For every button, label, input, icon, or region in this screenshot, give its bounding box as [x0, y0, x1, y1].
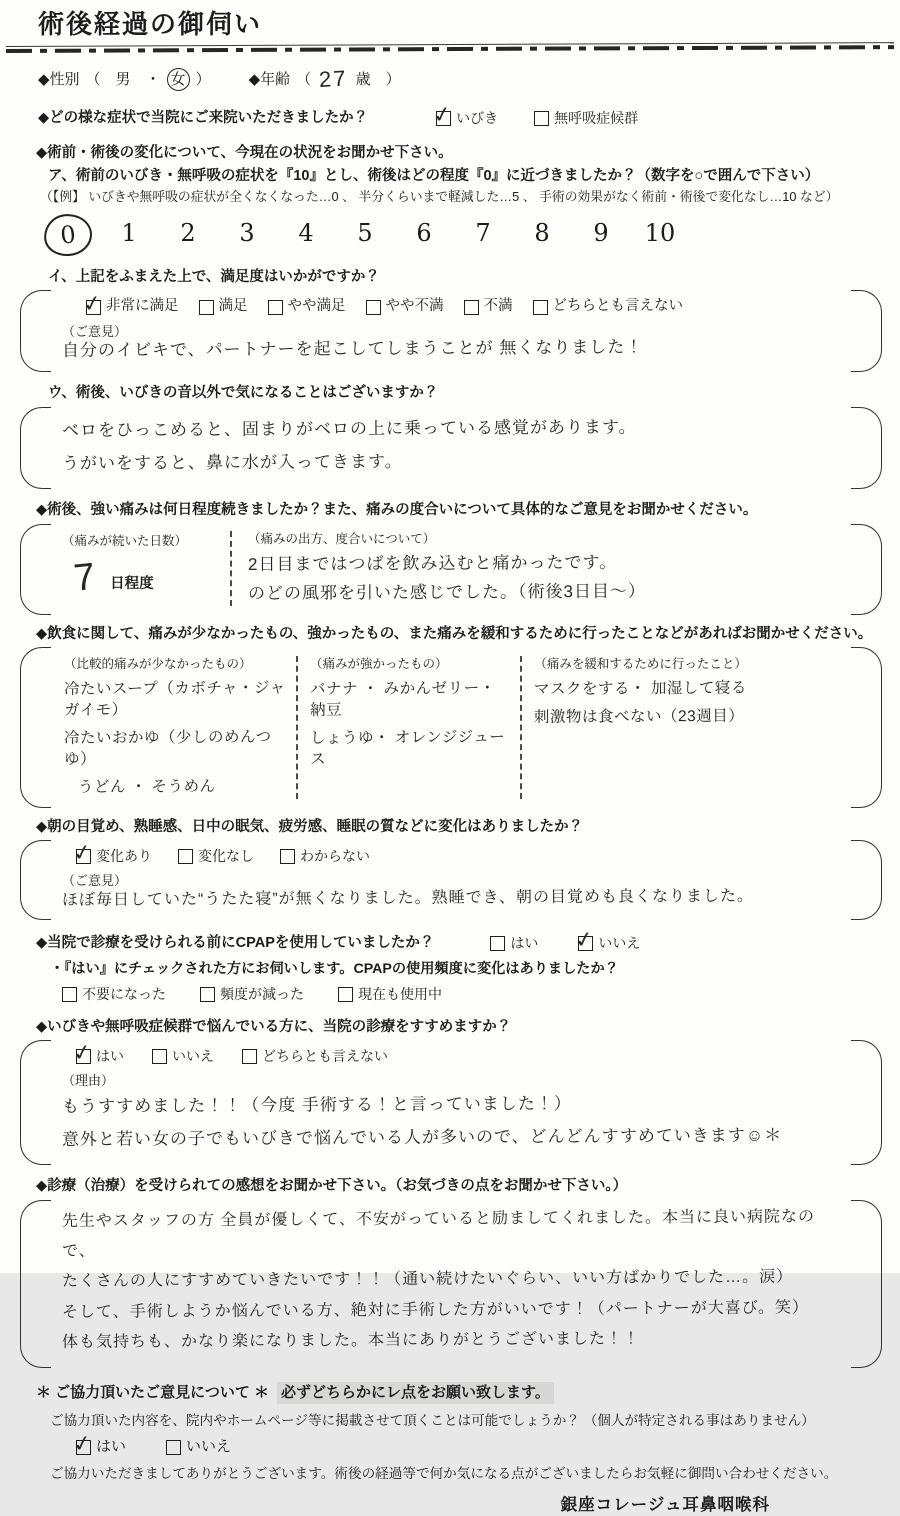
checkbox-icon: [534, 111, 549, 126]
check-mark-icon: ✓: [431, 100, 454, 129]
age-label: ◆年齢: [248, 70, 291, 88]
checkbox-publish-yes: [70, 1429, 127, 1458]
other-concerns-box: [20, 407, 882, 489]
food-line-handwritten: 冷たいスープ（カボチャ・ジャガイモ）: [63, 679, 286, 719]
checkbox-label: 不要になった: [82, 985, 166, 1002]
comment-label: （ご意見）: [62, 323, 128, 339]
checkbox-symptom-ibiki: [431, 100, 499, 129]
checkbox-icon: [490, 936, 505, 951]
pain-days-value-handwritten: 7: [71, 555, 99, 600]
checkbox-no-longer-needed: [62, 985, 166, 1004]
checkbox-satisfied: [199, 297, 248, 317]
dash-dot-divider: [6, 42, 894, 53]
scale-num-0: 0: [42, 212, 93, 258]
checkbox-icon: [573, 926, 596, 954]
consent-note-highlight: 必ずどちらかにレ点をお願い致します。: [277, 1382, 554, 1404]
scale-num-8: 8: [534, 218, 550, 247]
checkbox-label: 現在も使用中: [358, 985, 442, 1002]
food-col-header: （痛みが強かったもの）: [309, 657, 448, 672]
checkbox-publish-no: [166, 1437, 231, 1457]
food-line-handwritten: うどん ・ そうめん: [77, 777, 216, 796]
gender-option-female-circled: 女: [167, 68, 190, 91]
checkbox-cpap-yes: [490, 934, 538, 953]
food-col-relief: [520, 656, 838, 798]
checkbox-cpap-no: [573, 926, 641, 954]
reason-line-1-handwritten: もうすすめました！！（今度 手術する！と言っていました！）: [61, 1093, 572, 1116]
checkbox-dissatisfied: [464, 297, 513, 317]
checkbox-label: いいえ: [186, 1438, 232, 1456]
checkbox-icon: [242, 1049, 257, 1064]
pain-days-label: （痛みが続いた日数）: [62, 533, 188, 548]
checkbox-label: 変化なし: [198, 848, 254, 865]
change-heading: ◆術前・術後の変化について、今現在の状況をお聞かせ下さい。: [36, 145, 453, 162]
scale-num-6: 6: [416, 218, 432, 247]
clinic-name: 銀座コレージュ耳鼻咽喉科: [560, 1495, 770, 1514]
checkbox-icon: [70, 838, 94, 867]
checkbox-icon: [338, 987, 353, 1002]
sleep-comment-handwritten: ほぼ毎日していた“うたた寝”が無くなりました。熟睡でき、朝の目覚めも良くなりました。: [61, 887, 755, 909]
checkbox-icon: [431, 100, 454, 129]
checkbox-label: 満足: [218, 298, 248, 315]
change-question-a: ア、術前のいびき・無呼吸の症状を『10』とし、術後はどの程度『0』に近づきましたか？（数字を○で囲んで下さい）: [48, 167, 820, 184]
gender-paren-close: ）: [195, 70, 211, 88]
food-col-more-pain: [296, 656, 520, 798]
checkbox-unknown: [280, 847, 370, 866]
checkbox-still-using: [338, 985, 442, 1004]
food-line-handwritten: 刺激物は食べない（23週目）: [534, 707, 745, 726]
symptom-options: [431, 100, 639, 129]
checkbox-frequency-reduced: [200, 985, 304, 1004]
checkbox-icon: [166, 1440, 181, 1455]
check-mark-icon: ✓: [70, 838, 94, 867]
checkbox-icon: [280, 849, 295, 864]
checkbox-somewhat-satisfied: [268, 297, 346, 317]
change-example: （【例】 いびきや無呼吸の症状が全くなくなった…0 、 半分くらいまで軽減した…5 、 手術の効果がなく術前・術後で変化なし…10 など）: [40, 189, 839, 205]
satisfaction-options: [80, 289, 838, 317]
checkbox-label: どちらとも言えない: [262, 1048, 388, 1065]
food-question: ◆飲食に関して、痛みが少なかったもの、強かったもの、また痛みを緩和するために行ったことなどがあればお聞かせください。: [36, 625, 873, 642]
pain-detail-label: （痛みの出方、度合いについて）: [248, 531, 436, 546]
checkbox-recommend-no: [152, 1047, 214, 1066]
check-mark-icon: ✓: [70, 1429, 94, 1458]
checkbox-somewhat-dissatisfied: [366, 297, 444, 317]
age-paren-open: （: [296, 70, 312, 88]
checkbox-label: やや不満: [385, 298, 444, 315]
checkbox-label: 頻度が減った: [220, 985, 304, 1002]
checkbox-very-satisfied: [80, 289, 179, 317]
checkbox-icon: [178, 849, 193, 864]
pain-question: ◆術後、強い痛みは何日程度続きましたか？また、痛みの度合いについて具体的なご意見をお聞かせください。: [36, 502, 758, 519]
symptom-question: ◆どの様な症状で当院にご来院いただきましたか？: [38, 109, 369, 126]
checkbox-icon: [70, 1429, 94, 1458]
checkbox-icon: [464, 300, 479, 315]
cpap-followup-question: ・『はい』にチェックされた方にお伺いします。CPAPの使用頻度に変化はありましたか？: [50, 960, 619, 977]
checkbox-label: いいえ: [598, 935, 641, 952]
consent-options: [70, 1429, 900, 1458]
checkbox-icon: [268, 300, 283, 315]
concern-line-2-handwritten: うがいをすると、鼻に水が入ってきます。: [61, 451, 403, 474]
food-col-header: （比較的痛みが少なかったもの）: [64, 657, 252, 672]
recommend-options: [70, 1038, 838, 1067]
rating-scale: [44, 214, 900, 256]
checkbox-label: 変化あり: [96, 848, 152, 865]
cpap-followup-options: [62, 985, 900, 1004]
check-mark-icon: ✓: [80, 289, 104, 317]
impression-line-4-handwritten: 体も気持ちも、かなり楽になりました。本当にありがとうございました！！: [61, 1330, 641, 1352]
checkbox-label: はい: [96, 1048, 124, 1065]
checkbox-icon: [533, 300, 548, 315]
pain-detail-col: [230, 531, 838, 606]
checkbox-label: はい: [510, 935, 539, 952]
pain-days-col: [62, 531, 230, 606]
impression-line-2-handwritten: たくさんの人にすすめていきたいです！！（通い続けたいぐらい、いい方ばかりでした…。涙）: [61, 1268, 794, 1291]
consent-note-row: [36, 1382, 900, 1404]
food-line-handwritten: しょうゆ・ オレンジジュース: [309, 728, 506, 768]
profile-row: [38, 65, 900, 95]
cpap-section: [0, 926, 900, 1004]
checkbox-label: 非常に満足: [106, 298, 179, 315]
scale-num-3: 3: [239, 218, 255, 247]
checkbox-neither: [533, 297, 684, 317]
thanks-text: ご協力いただきましてありがとうございます。術後の経過等で何か気になる点がございましたらお気軽に御問い合わせください。: [50, 1466, 838, 1482]
impression-question: ◆診療（治療）を受けられての感想をお聞かせ下さい。（お気づきの点をお聞かせ下さい。）: [36, 1178, 628, 1195]
scale-num-7: 7: [475, 218, 491, 247]
cpap-question-row: [0, 926, 900, 954]
consent-note-pre: ＊ ご協力頂いたご意見について ＊: [36, 1383, 270, 1401]
satisfaction-question: イ、上記をふまえた上で、満足度はいかがですか？: [48, 268, 380, 285]
checkbox-label: いいえ: [172, 1048, 214, 1065]
satisfaction-comment-handwritten: 自分のイビキで、パートナーを起こしてしまうことが 無くなりました！: [61, 337, 644, 361]
checkbox-changed: [70, 838, 152, 867]
cpap-question: ◆当院で診療を受けられる前にCPAPを使用していましたか？: [36, 935, 435, 952]
checkbox-icon: [70, 1038, 94, 1067]
checkbox-recommend-neither: [242, 1047, 388, 1066]
concern-line-1-handwritten: ベロをひっこめると、固まりがベロの上に乗っている感覚があります。: [61, 417, 637, 440]
food-line-handwritten: 冷たいおかゆ（少しのめんつゆ）: [63, 728, 272, 768]
header: [0, 0, 900, 43]
checkbox-label: 無呼吸症候群: [554, 110, 639, 127]
checkbox-icon: [62, 987, 77, 1002]
impression-line-3-handwritten: そして、手術しようか悩んでいる方、絶対に手術した方がいいです！（パートナーが大喜び。笑）: [61, 1299, 810, 1321]
recommend-question: ◆いびきや無呼吸症候群で悩んでいる方に、当院の診療をすすめますか？: [36, 1018, 512, 1035]
checkbox-label: はい: [96, 1438, 127, 1456]
food-col-less-pain: [62, 656, 296, 798]
checkbox-label: わからない: [300, 848, 370, 865]
checkbox-no-change: [178, 847, 254, 866]
sleep-options: [70, 838, 838, 867]
checkbox-icon: [366, 300, 381, 315]
checkbox-label: いびき: [456, 110, 499, 127]
checkbox-recommend-yes: [70, 1038, 124, 1067]
check-mark-icon: ✓: [573, 926, 596, 954]
age-value-handwritten: 27: [318, 65, 349, 93]
checkbox-label: どちらとも言えない: [552, 298, 683, 315]
scale-num-10: 10: [644, 218, 676, 247]
cpap-options: [490, 926, 641, 954]
scale-num-9: 9: [593, 218, 609, 247]
recommend-box: [20, 1040, 882, 1165]
checkbox-label: 不満: [483, 298, 513, 315]
scale-num-4: 4: [298, 218, 314, 247]
food-col-header: （痛みを緩和するために行ったこと）: [534, 657, 747, 672]
food-line-handwritten: マスクをする・ 加湿して寝る: [534, 679, 748, 698]
age-paren-close: 歳 ）: [355, 70, 401, 88]
reason-line-2-handwritten: 意外と若い女の子でもいびきで悩んでいる人が多いので、どんどんすすめていきます☺＊: [61, 1125, 783, 1149]
sleep-box: [20, 840, 882, 920]
reason-label: （理由）: [62, 1073, 115, 1089]
checkbox-symptom-mukokyu: [534, 109, 638, 128]
impression-line-1-handwritten: 先生やスタッフの方 全員が優しくて、不安がっていると励ましてくれました。本当に良い病院なので、: [61, 1208, 816, 1260]
pain-days-value-row: [71, 555, 230, 600]
check-mark-icon: ✓: [70, 1038, 94, 1067]
food-line-handwritten: バナナ ・ みかんゼリー・納豆: [309, 679, 496, 719]
food-box: [20, 647, 882, 807]
symptom-row: [38, 100, 900, 129]
checkbox-icon: [200, 987, 215, 1002]
change-section: [0, 144, 900, 255]
comment-label: （ご意見）: [62, 873, 128, 888]
pain-detail-line-2-handwritten: のどの風邪を引いた感じでした。（術後3日目～）: [247, 581, 647, 603]
page-title: 術後経過の御伺い: [38, 10, 263, 40]
other-concerns-question: ウ、術後、いびきの音以外で気になることはございますか？: [48, 385, 439, 402]
scale-num-2: 2: [180, 218, 196, 247]
impression-box: [20, 1200, 882, 1368]
pain-box: [20, 524, 882, 615]
gender-option-male: （ 男 ・: [85, 70, 161, 88]
checkbox-icon: [199, 300, 214, 315]
pain-days-unit: 日程度: [110, 576, 154, 593]
pain-detail-line-1-handwritten: 2日目まではつばを飲み込むと痛かったです。: [247, 552, 618, 574]
satisfaction-box: [20, 290, 882, 372]
gender-label: ◆性別: [38, 70, 80, 88]
scale-num-5: 5: [357, 218, 373, 247]
consent-question: ご協力頂いた内容を、院内やホームページ等に掲載させて頂くことは可能でしょうか？ （個人が特定される事はありません）: [50, 1412, 815, 1428]
checkbox-label: やや満足: [287, 298, 346, 315]
checkbox-icon: [80, 289, 104, 317]
scale-num-1: 1: [121, 218, 137, 247]
sleep-question: ◆朝の目覚め、熟睡感、日中の眠気、疲労感、睡眠の質などに変化はありましたか？: [36, 818, 584, 835]
checkbox-icon: [152, 1049, 167, 1064]
